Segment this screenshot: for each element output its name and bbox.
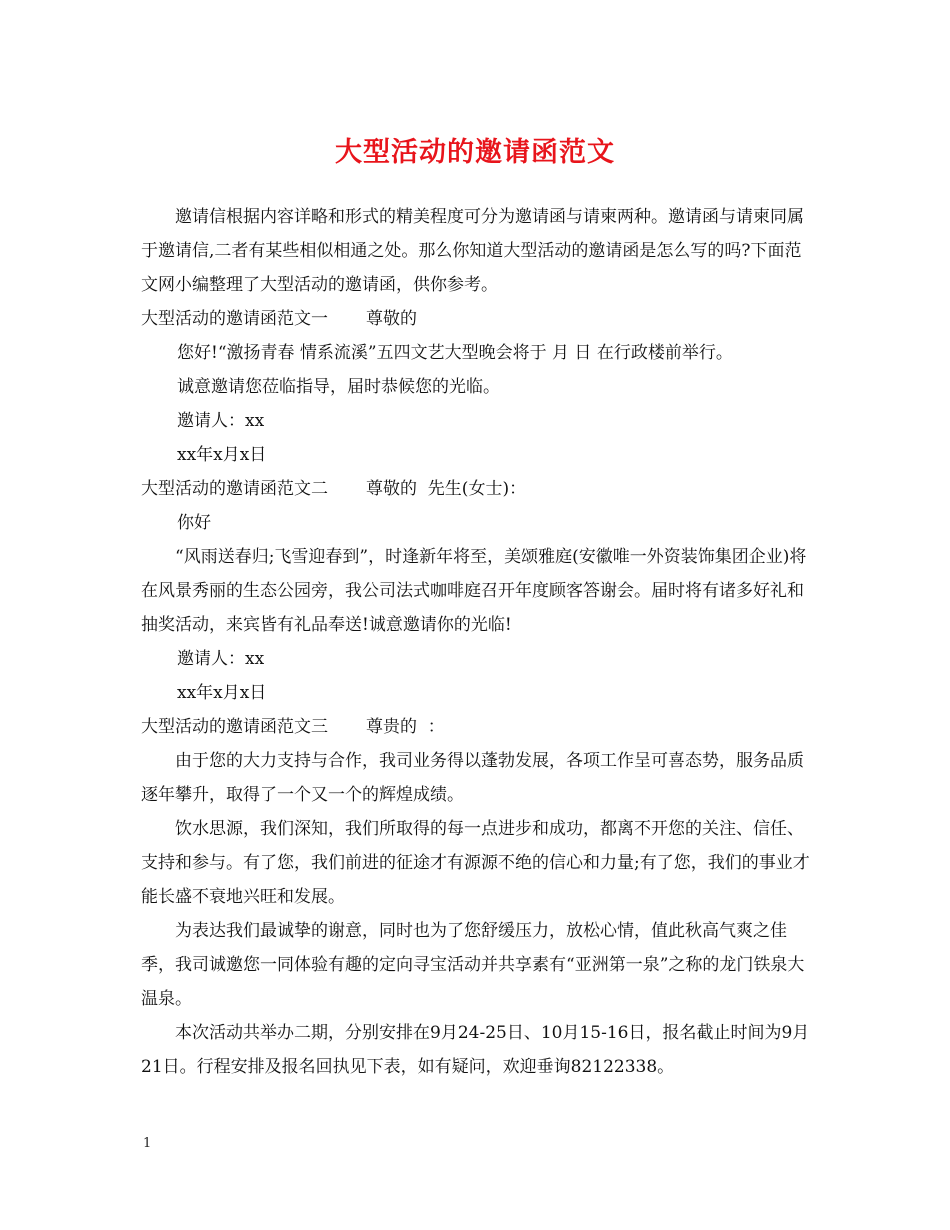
sample1-heading: 大型活动的邀请函范文一 xyxy=(141,309,328,329)
sample2-body: “风雨送春归;飞雪迎春到”，时逢新年将至，美颂雅庭(安徽唯一外资装饰集团企业)将在风景秀丽的生态公园旁，我公司法式咖啡庭召开年度顾客答谢会。届时将有诸多好礼和抽奖活动，来宾皆有礼品奉送!诚意邀请你的光临! xyxy=(141,547,807,635)
sample1-heading-line xyxy=(141,302,811,336)
sample1-line1: 您好!“激扬青春 情系流溪”五四文艺大型晚会将于 月 日 在行政楼前举行。 xyxy=(177,343,733,363)
sample2-inviter: 邀请人：xx xyxy=(177,649,265,669)
sample3-paragraph-1: 由于您的大力支持与合作，我司业务得以蓬勃发展，各项工作呈可喜态势，服务品质逐年攀升，取得了一个又一个的辉煌成绩。 xyxy=(141,751,804,805)
sample3-heading: 大型活动的邀请函范文三 xyxy=(141,717,328,737)
document-title: 大型活动的邀请函范文 xyxy=(335,137,615,168)
document-body xyxy=(141,200,811,1084)
sample3-paragraph-3: 为表达我们最诚挚的谢意，同时也为了您舒缓压力，放松心情，值此秋高气爽之佳季，我司诚邀您一同体验有趣的定向寻宝活动并共享素有“亚洲第一泉”之称的龙门铁泉大温泉。 xyxy=(141,921,805,1009)
page-number: 1 xyxy=(143,1136,152,1151)
sample2-salutation: 尊敬的 先生(女士)： xyxy=(366,479,527,499)
sample1-line2: 诚意邀请您莅临指导，届时恭候您的光临。 xyxy=(177,377,500,397)
sample3-salutation: 尊贵的 ： xyxy=(366,717,445,737)
sample2-heading-line xyxy=(141,472,811,506)
sample1-date: xx年x月x日 xyxy=(177,445,267,465)
sample2-heading: 大型活动的邀请函范文二 xyxy=(141,479,328,499)
sample2-date: xx年x月x日 xyxy=(177,683,267,703)
intro-paragraph: 邀请信根据内容详略和形式的精美程度可分为邀请函与请柬两种。邀请函与请柬同属于邀请信,二者有某些相似相通之处。那么你知道大型活动的邀请函是怎么写的吗?下面范文网小编整理了大型活动的邀请函，供你参考。 xyxy=(141,207,804,295)
sample2-greeting: 你好 xyxy=(177,513,211,533)
sample3-heading-line xyxy=(141,710,811,744)
sample3-paragraph-2: 饮水思源，我们深知，我们所取得的每一点进步和成功，都离不开您的关注、信任、支持和参与。有了您，我们前进的征途才有源源不绝的信心和力量;有了您，我们的事业才能长盛不衰地兴旺和发展。 xyxy=(141,819,810,907)
sample3-paragraph-4: 本次活动共举办二期，分别安排在9月24-25日、10月15-16日，报名截止时间为9月21日。行程安排及报名回执见下表，如有疑问，欢迎垂询82122338。 xyxy=(141,1023,810,1077)
sample1-salutation: 尊敬的 xyxy=(366,309,417,329)
sample1-inviter: 邀请人：xx xyxy=(177,411,265,431)
